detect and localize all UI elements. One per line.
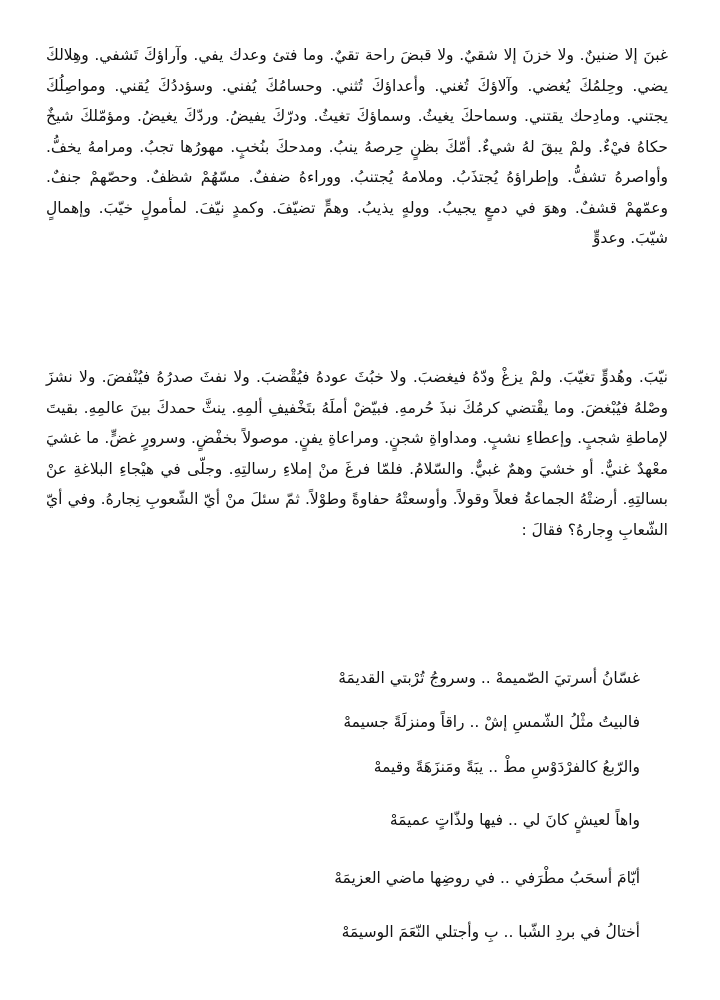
verse-line-5: أيّامَ أسحَبُ مطْرَفي .. في روضِها ماضي العزيمَهْ xyxy=(334,869,640,887)
verse-line-4: واهاً لعيشٍ كانَ لي .. فيها ولذّاتٍ عميمَهْ xyxy=(389,811,640,829)
verse-line-2: فالبيتُ مثْلُ الشّمسِ إشْ .. راقاً ومنزلَةً جسيمهْ xyxy=(343,713,640,731)
verse-line-6: أختالُ في بردِ الشّبا .. بِ وأجتلي النّعَمَ الوسيمَهْ xyxy=(341,923,640,941)
paragraph-1: غبنَ إلا ضنينٌ. ولا خزنَ إلا شقيٌ. ولا قبضَ راحة تقيٌ. وما فتئ وعدك يفي. وآراؤكَ تَشفي. وهِلالكَ يضي. وحِلمُكَ يُغضي. وآلاؤكَ تُغني. وأعداؤكَ تُثني. وحسامُكَ يُفني. وسؤددُكَ يُقني. ومواصِلُكَ يجتني. ومادِحك يقتني. وسماحكَ يغيثُ. وسماؤكَ تغيثُ. ودرّكَ يفيضُ. وردّكَ يغيضُ. ومؤمّلكَ شيخٌ حكاهُ فيْءٌ. ولمْ يبقَ لهُ شيءٌ. أمّكَ بظنٍ حِرصهُ ينبُ. ومدحكَ بنُخبٍ. مهورُها تجبُ. ومرامهُ يخفُّ. وأواصرهُ تشفُّ. وإطراؤهُ يُجتذَبُ. وملامهُ يُجتنبُ. ووراءهُ ضففٌ. مسّهُمْ شظفٌ. وحصّهمْ جنفٌ. وعمّهمْ قشفٌ. وهوَ في دمعٍ يجيبُ. وولهٍ يذيبُ. وهمٍّ تضيّفَ. وكمدٍ نيّفَ. لمأمولٍ خيّبَ. وإهمالٍ شيّبَ. وعدوٍّ xyxy=(46,46,668,247)
paragraph-2: نيّبَ. وهُدوٍّ تغيّبَ. ولمْ يزغْ ودّهُ فيغضبَ. ولا خبُثَ عودهُ فيُقْضبَ. ولا نفثَ صدرُهُ فيُنْفضَ. ولا نشزَ وصْلهُ فيُبْغضَ. وما يقْتضي كرمُكَ نبذَ حُرمهِ. فبيّضْ أملَهُ بتَخْفيفِ ألمِهِ. ينثَّ حمدكَ بينَ عالمِهِ. بقيتَ لإماطةِ شجبٍ. وإعطاءِ نشبٍ. ومداواةِ شجنٍ. ومراعاةِ يفنٍ. موصولاً بخفْضٍ. وسرورٍ غضٍّ. ما غشيَ معْهدٌ غنيٌّ. أو خشيَ وهمٌ غبيٌّ. والسّلامُ. فلمّا فرغَ منْ إملاءِ رسالتِهِ. وجلّى في هيْجاءِ البلاغةِ عنْ بسالتِهِ. أرضتْهُ الجماعةُ فعلاً وقولاً. وأوسعتْهُ حفاوةً وطوْلاً. ثمّ سئلَ منْ أيّ الشّعوبِ نِجارهُ. وفي أيّ الشّعابِ وِجارهُ؟ فقالَ : xyxy=(46,368,668,539)
verse-line-1: غسّانُ أسرتيَ الصّميمهْ .. وسروجُ تُرْبتي القديمَهْ xyxy=(338,669,640,687)
verse-line-3: والرّبعُ كالفرْدَوْسِ مطْ .. يبَةً ومَنزَهَةً وقيمهْ xyxy=(373,758,640,776)
